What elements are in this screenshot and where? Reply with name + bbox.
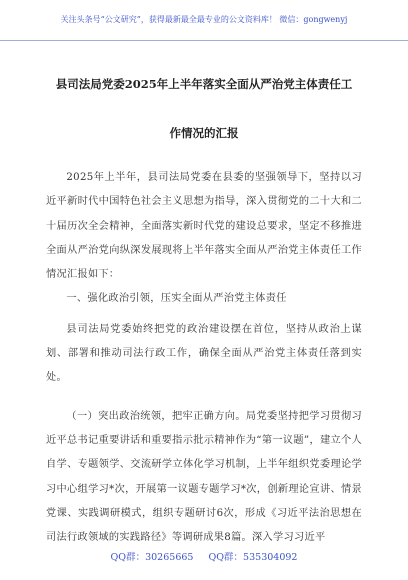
section-heading-1: 一、强化政治引领，压实全面从严治党主体责任 [66,293,287,305]
footer-qq-group-2: QQ群：535304092 [208,552,298,563]
paragraph-intro: 2025年上半年，县司法局党委在县委的坚强领导下，坚持以习近平新时代中国特色社会主义思想为指导，深入贯彻党的二十大和二十届历次全会精神，全面落实新时代党的建设总要求，坚定不移推进全面从严治党向纵深发展现将上半年落实全面从严治党主体责任工作情况汇报如下： [46,172,362,281]
page-header-banner: 关注头条号“公文研究”，获得最新最全最专业的公文资料库！ 微信：gongwenyj [0,0,408,41]
document-title-line-1: 县司法局党委2025年上半年落实全面从严治党主体责任工 [55,77,353,91]
document-body [46,166,362,550]
document-title-line-2: 作情况的汇报 [169,126,239,140]
paragraph-section-1: 县司法局党委始终把党的政治建设摆在首位，坚持从政治上谋划、部署和推动司法行政工作，确保全面从严治党主体责任落到实处。 [46,323,362,384]
paragraph-subsection-1: （一）突出政治统领，把牢正确方向。局党委坚持把学习贯彻习近平总书记重要讲话和重要指示批示精神作为“第一议题”，建立个人自学、专题领学、交流研学立体化学习机制，上半年组织党委理论学习中心组学习*次，开展第一议题专题学习*次，创新理论宣讲、情景党课、实践调研模式，组织专题研讨6次，形成《习近平法治思想在司法行政领域的实践路径》等调研成果8篇。深入学习习近平 [46,410,362,544]
page-footer [0,548,408,580]
footer-qq-group-1: QQ群：30265665 [110,552,194,563]
